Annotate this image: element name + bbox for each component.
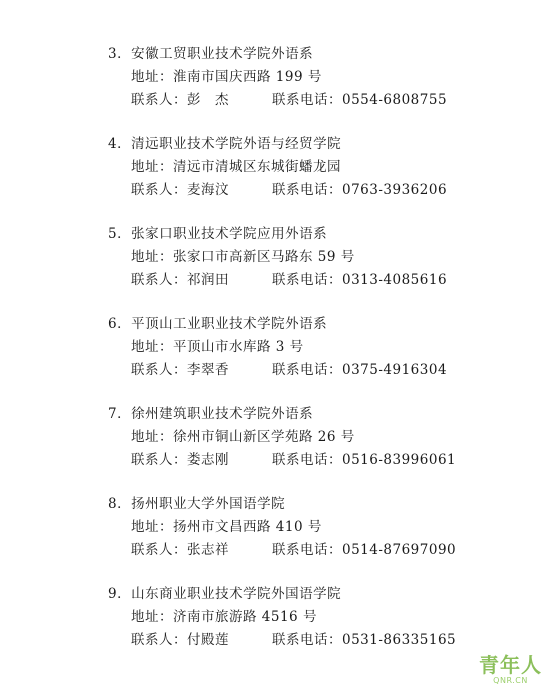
contact-phone: 联系电话：0375-4916304 [272, 362, 448, 378]
institution-entry [0, 586, 550, 666]
institution-entry [0, 496, 550, 576]
contact-phone: 联系电话：0531-86335165 [272, 632, 457, 648]
watermark-sub-text: QNR.CN [493, 676, 528, 685]
contact-phone: 联系电话：0313-4085616 [272, 272, 448, 288]
watermark-main-text: 青年人 [479, 653, 542, 677]
contact-person: 联系人：李翠香 [131, 362, 229, 378]
institution-title: 5．张家口职业技术学院应用外语系 [108, 226, 328, 242]
watermark-logo [479, 654, 542, 685]
institution-entry [0, 316, 550, 396]
contact-person: 联系人：张志祥 [131, 542, 229, 558]
contact-person: 联系人：娄志刚 [131, 452, 229, 468]
contact-person: 联系人：彭 杰 [131, 92, 229, 108]
institution-entry [0, 136, 550, 216]
institution-title: 6．平顶山工业职业技术学院外语系 [108, 316, 328, 332]
contact-phone: 联系电话：0554-6808755 [272, 92, 448, 108]
contact-phone: 联系电话：0516-83996061 [272, 452, 457, 468]
institution-address: 地址：平顶山市水库路 3 号 [131, 339, 304, 355]
institution-title: 3．安徽工贸职业技术学院外语系 [108, 46, 314, 62]
institution-entry [0, 226, 550, 306]
institution-address: 地址：淮南市国庆西路 199 号 [131, 69, 322, 85]
institution-title: 9．山东商业职业技术学院外国语学院 [108, 586, 342, 602]
institution-title: 4．清远职业技术学院外语与经贸学院 [108, 136, 342, 152]
institution-address: 地址：清远市清城区东城街蟠龙园 [131, 159, 341, 175]
contact-person: 联系人：付殿莲 [131, 632, 229, 648]
institution-entry [0, 406, 550, 486]
institution-address: 地址：济南市旅游路 4516 号 [131, 609, 317, 625]
institution-address: 地址：扬州市文昌西路 410 号 [131, 519, 322, 535]
institution-address: 地址：张家口市高新区马路东 59 号 [131, 249, 355, 265]
institution-title: 7．徐州建筑职业技术学院外语系 [108, 406, 314, 422]
contact-person: 联系人：祁润田 [131, 272, 229, 288]
contact-person: 联系人：麦海汶 [131, 182, 229, 198]
institution-entry [0, 46, 550, 126]
institution-address: 地址：徐州市铜山新区学苑路 26 号 [131, 429, 355, 445]
contact-phone: 联系电话：0763-3936206 [272, 182, 448, 198]
institution-title: 8．扬州职业大学外国语学院 [108, 496, 286, 512]
contact-phone: 联系电话：0514-87697090 [272, 542, 457, 558]
